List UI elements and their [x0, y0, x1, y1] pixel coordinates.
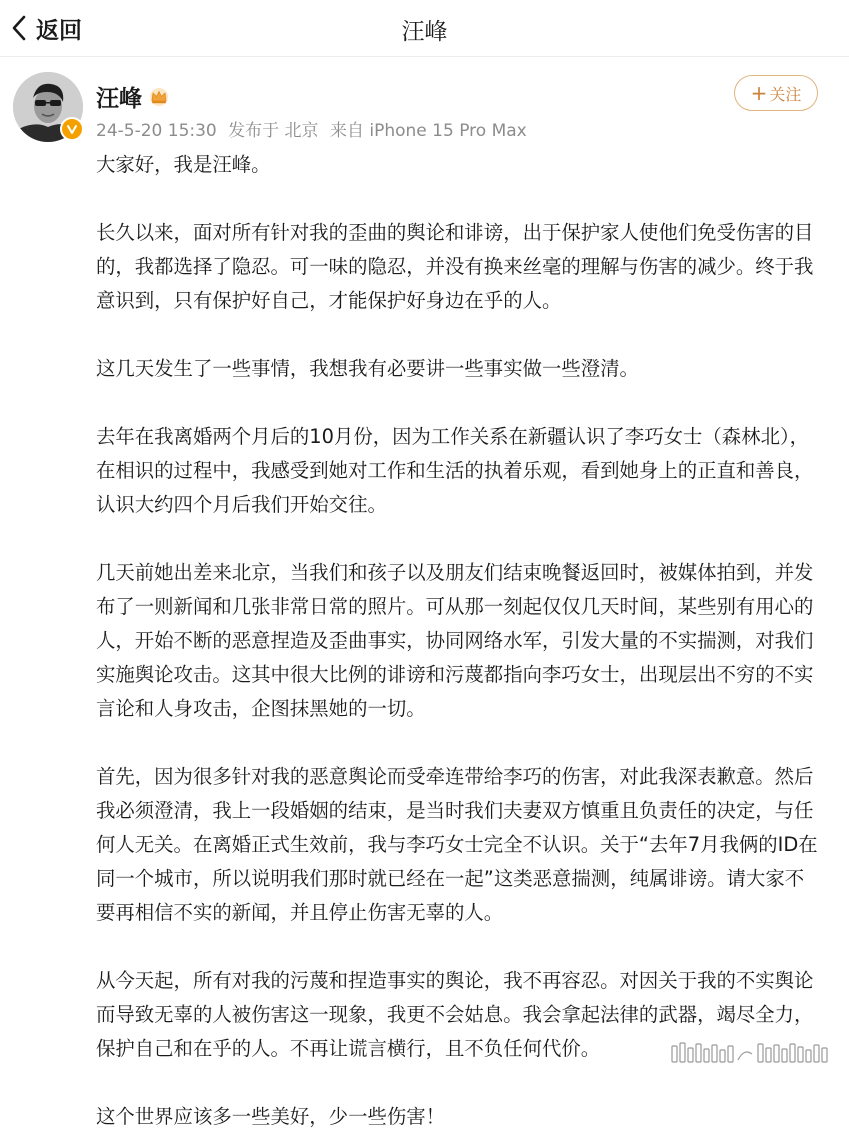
post-paragraph: 首先，因为很多针对我的恶意舆论而受牵连带给李巧的伤害，对此我深表歉意。然后我必须澄清，我上一段婚姻的结束，是当时我们夫妻双方慎重且负责任的决定，与任何人无关。在离婚正式生效前，我与李巧女士完全不认识。关于“去年7月我俩的ID在同一个城市，所以说明我们那时就已经在一起”这类恶意揣测，纯属诽谤。请大家不要再相信不实的新闻，并且停止伤害无辜的人。 [96, 765, 818, 924]
crown-icon [148, 87, 170, 107]
post-paragraph: 几天前她出差来北京，当我们和孩子以及朋友们结束晚餐返回时，被媒体拍到，并发布了一则新闻和几张非常日常的照片。可从那一刻起仅仅几天时间，某些别有用心的人，开始不断的恶意捏造及歪曲事实，协同网络水军，引发大量的不实揣测，对我们实施舆论攻击。这其中很大比例的诽谤和污蔑都指向李巧女士，出现层出不穷的不实言论和人身攻击，企图抹黑她的一切。 [96, 561, 814, 720]
post-source: 来自 iPhone 15 Pro Max [329, 121, 527, 141]
post-paragraph: 长久以来，面对所有针对我的歪曲的舆论和诽谤，出于保护家人使他们免受伤害的目的，我都选择了隐忍。可一味的隐忍，并没有换来丝毫的理解与伤害的减少。终于我意识到，只有保护好自己，才能保护好身边在乎的人。 [96, 221, 814, 312]
page-title: 汪峰 [401, 19, 448, 45]
post-paragraph: 这几天发生了一些事情，我想我有必要讲一些事实做一些澄清。 [96, 357, 639, 380]
post-time: 24-5-20 15:30 [96, 121, 217, 141]
watermark-bars-icon [670, 1040, 834, 1066]
post-paragraph: 这个世界应该多一些美好，少一些伤害！ [96, 1105, 446, 1128]
follow-label: 关注 [769, 84, 802, 104]
author-row [96, 80, 170, 113]
back-label: 返回 [36, 17, 82, 44]
post-meta [96, 116, 527, 141]
post-paragraph: 从今天起，所有对我的污蔑和捏造事实的舆论，我不再容忍。对因关于我的不实舆论而导致无辜的人被伤害这一现象，我更不会姑息。我会拿起法律的武器，竭尽全力，保护自己和在乎的人。不再让谎言横行，且不负任何代价。 [96, 969, 814, 1060]
post-body [96, 148, 822, 1134]
plus-icon: + [750, 81, 768, 105]
post-paragraph: 去年在我离婚两个月后的10月份，因为工作关系在新疆认识了李巧女士（森林北），在相识的过程中，我感受到她对工作和生活的执着乐观，看到她身上的正直和善良，认识大约四个月后我们开始交往。 [96, 425, 814, 516]
post-location: 发布于 北京 [228, 121, 319, 141]
avatar[interactable] [13, 72, 83, 142]
author-name[interactable]: 汪峰 [96, 86, 142, 112]
post-paragraph: 大家好，我是汪峰。 [96, 153, 271, 176]
verified-v-icon [60, 117, 84, 141]
follow-button[interactable] [734, 75, 818, 111]
top-nav-bar [0, 0, 849, 57]
